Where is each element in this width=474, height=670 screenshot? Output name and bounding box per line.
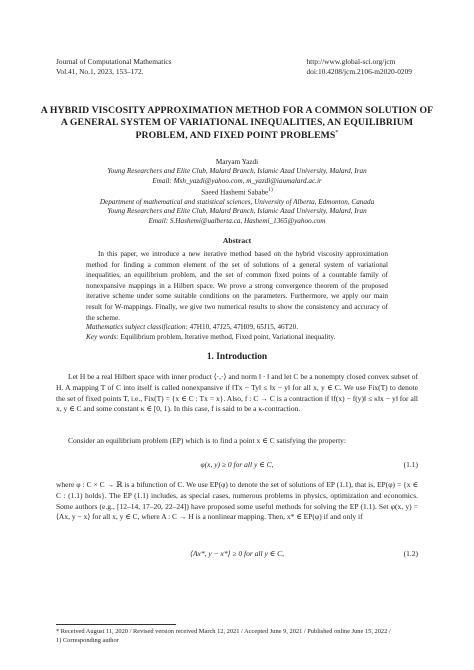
author-email-2: Email: S.Hashemi@ualberta.ca, Hashemi_1365@yahoo.com xyxy=(148,216,326,225)
keywords-label: Key words: xyxy=(86,333,119,341)
author-email-1: Email: Msh_yazdi@yahoo.com, m_yazdi@iaumalard.ac.ir xyxy=(152,176,322,185)
intro-text-1: Let H be a real Hilbert space with inner product ⟨·,·⟩ and norm ‖ · ‖ and let C be a nonempty closed convex subset of H. A mapping T of C into itself is called nonexpansive if ‖Tx − Ty‖ ≤ ‖x − y‖ for all x, y ∈ C. We use Fix(T) to denote the set of fixed points T, i.e., Fix(T) = {x ∈ C : Tx = x}. Also, f : C → C is a contraction if ‖f(x) − f(y)‖ ≤ κ‖x − y‖ for all x, y ∈ C and some constant κ ∈ [0, 1). In this case, f is said to be a κ-contraction. xyxy=(56,372,418,414)
author-name-2: Saeed Hashemi Sababe xyxy=(201,188,269,197)
corresponding-mark: 1) xyxy=(268,187,273,193)
intro-paragraph-1 xyxy=(56,372,418,415)
msc-value: 47H10, 47J25, 47H09, 65J15, 46T20. xyxy=(189,323,299,331)
keywords-value: Equilibrium problem, Iterative method, Fixed point, Variational inequality. xyxy=(120,333,336,341)
abstract-text: In this paper, we introduce a new iterative method based on the hybrid viscosity approximation method for finding a common element of the set of solutions of a general system of variational inequalities, an equilibrium problem, and the set of common fixed points of a countable family of nonexpansive mappings in a Hilbert space. We prove a strong convergence theorem of the proposed iterative scheme under some suitable conditions on the parameters. Furthermore, we apply our main result for W-mappings. Finally, we give two numerical results to show the consistency and accuracy of the scheme. xyxy=(86,250,388,322)
journal-header-left xyxy=(56,57,172,77)
paper-title-text: A HYBRID VISCOSITY APPROXIMATION METHOD FOR A COMMON SOLUTION OF A GENERAL SYSTEM OF VARIATIONAL INEQUALITIES, AN EQUILIBRIUM PROBLEM, AND FIXED POINT PROBLEMS xyxy=(40,105,434,142)
author-block-1 xyxy=(30,158,444,186)
equation-1-1-expr: φ(x, y) ≥ 0 for all y ∈ C, xyxy=(200,460,274,469)
footnotes xyxy=(56,628,418,645)
equation-1-2-expr: ⟨Ax*, y − x*⟩ ≥ 0 for all y ∈ C, xyxy=(190,549,284,558)
author-name-1: Maryam Yazdi xyxy=(215,158,259,166)
author-affiliation-2a: Department of mathematical and statistical sciences, University of Alberta, Edmonton, Canada xyxy=(99,197,375,206)
footnote-corresponding: 1) Corresponding author xyxy=(56,636,119,644)
intro-text-2: Consider an equilibrium problem (EP) which is to find a point x ∈ C satisfying the property: xyxy=(68,436,347,445)
author-affiliation-2b: Young Researchers and Elite Club, Malard Branch, Islamic Azad University, Malard, Iran xyxy=(107,207,367,216)
abstract-heading: Abstract xyxy=(222,236,252,245)
keywords-line xyxy=(86,332,388,342)
author-affiliation-1: Young Researchers and Elite Club, Malard Branch, Islamic Azad University, Malard, Iran xyxy=(107,167,367,176)
abstract-body xyxy=(86,249,388,323)
journal-volume: Vol.41, No.1, 2023, 153–172. xyxy=(56,67,144,76)
equation-1-1-number: (1.1) xyxy=(403,460,418,469)
paper-title xyxy=(40,105,434,142)
footnote-rule xyxy=(56,624,176,625)
section-heading-introduction: 1. Introduction xyxy=(206,352,268,362)
intro-paragraph-3 xyxy=(56,480,418,523)
title-footnote-mark: * xyxy=(335,130,339,137)
equation-1-2-number: (1.2) xyxy=(403,549,418,558)
msc-line xyxy=(86,322,388,332)
intro-paragraph-2 xyxy=(56,436,418,447)
author-block-2 xyxy=(30,186,444,226)
intro-text-3: where φ : C × C → ℝ is a bifunction of C. We use EP(φ) to denote the set of solutions of EP (1.1), that is, EP(φ) = {x ∈ C : (1.1) holds}. The EP (1.1) includes, as special cases, numerous problems in physics, optimization and economics. Some authors (e.g., [12–14, 17–20, 22–24]) have proposed some useful methods for solving the EP (1.1). Set φ(x, y) = ⟨Ax, y − x⟩ for all x, y ∈ C, where A : C → H is a nonlinear mapping. Then, x* ∈ EP(φ) if and only if xyxy=(56,480,418,522)
journal-name: Journal of Computational Mathematics xyxy=(56,57,172,66)
msc-label: Mathematics subject classification: xyxy=(86,323,188,331)
footnote-received: * Received August 11, 2020 / Revised version received March 12, 2021 / Accepted June 9, 2021 / Published online June 15, 2022 / xyxy=(56,628,391,635)
journal-header-right xyxy=(306,57,412,77)
journal-url[interactable]: http://www.global-sci.org/jcm xyxy=(306,57,396,66)
journal-doi[interactable]: doi:10.4208/jcm.2106-m2020-0209 xyxy=(306,67,412,76)
